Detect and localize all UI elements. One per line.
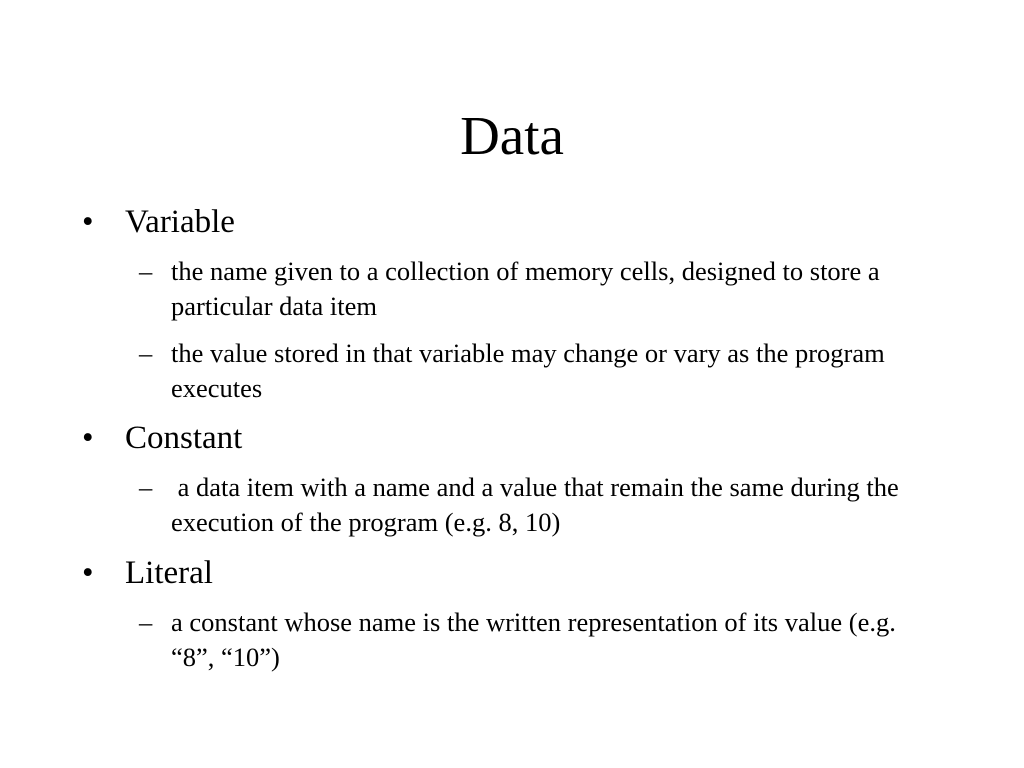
sub-bullet-marker: – <box>139 338 153 368</box>
sub-bullet-marker: – <box>139 472 153 502</box>
sub-bullet-marker: – <box>139 607 153 637</box>
sub-bullet-item <box>139 605 929 675</box>
sub-bullet-text: a constant whose name is the written representation of its value (e.g. “8”, “10”) <box>171 607 903 672</box>
bullet-label: Constant <box>125 420 243 456</box>
sub-bullet-marker: – <box>139 256 153 286</box>
sub-bullet-item <box>139 470 929 540</box>
bullet-marker: • <box>82 204 94 240</box>
sub-bullet-item <box>139 254 929 324</box>
bullet-marker: • <box>82 420 94 456</box>
bullet-label: Variable <box>125 204 235 240</box>
bullet-label: Literal <box>125 555 213 591</box>
sub-bullet-item <box>139 336 929 406</box>
slide-title: Data <box>460 105 564 166</box>
sub-bullet-text: the value stored in that variable may change or vary as the program executes <box>171 338 892 403</box>
sub-bullet-text: the name given to a collection of memory cells, designed to store a particular data item <box>171 256 887 321</box>
bullet-marker: • <box>82 555 94 591</box>
sub-bullet-text: a data item with a name and a value that remain the same during the execution of the program (e.g. 8, 10) <box>171 472 906 537</box>
